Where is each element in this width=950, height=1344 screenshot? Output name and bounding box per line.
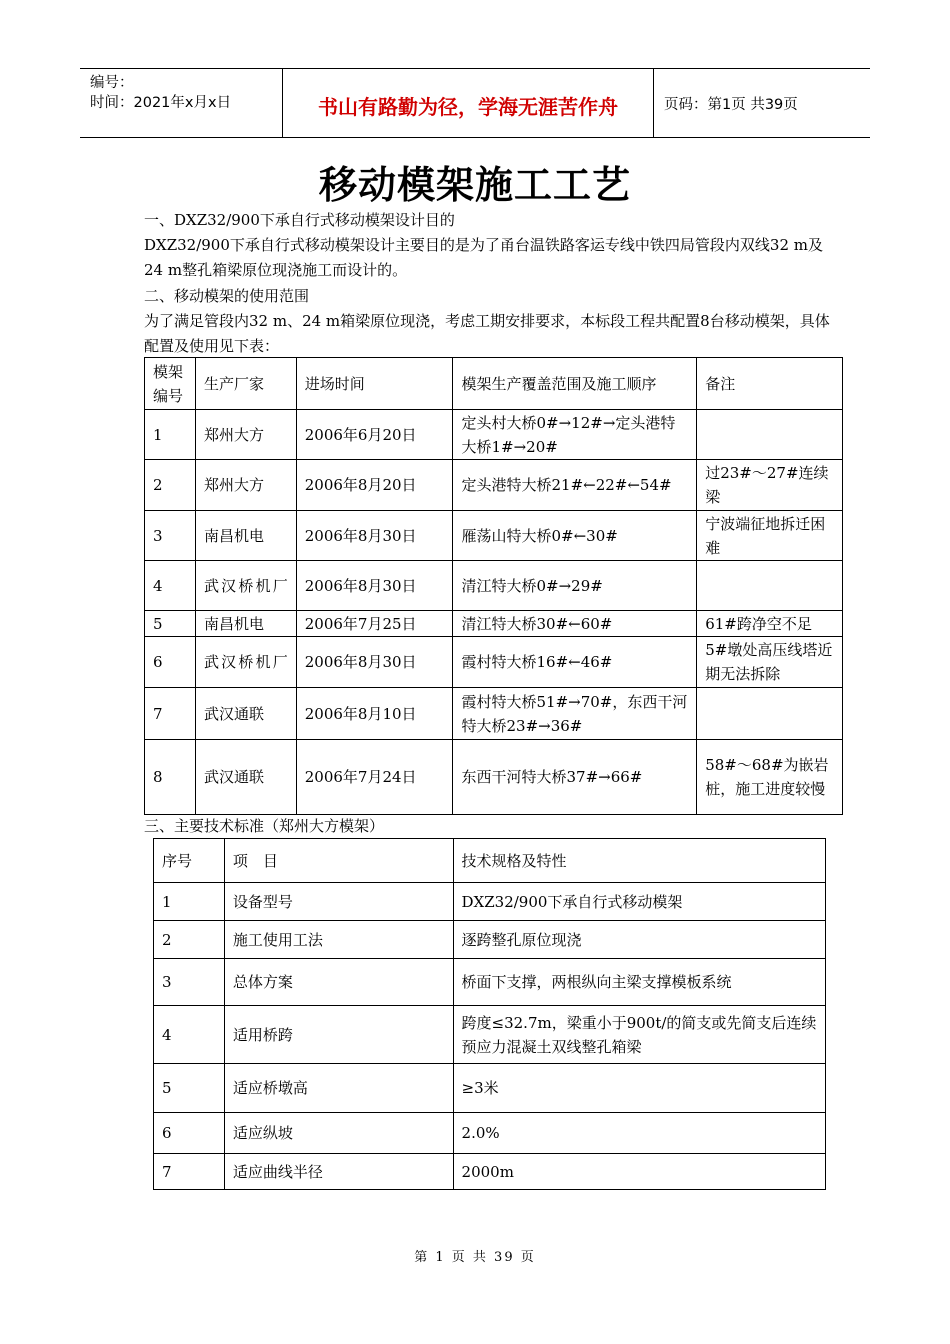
table-cell: 霞村特大桥16#←46# [453,637,697,688]
header-cell: 备注 [697,358,843,410]
header-cell: 模架生产覆盖范围及施工顺序 [453,358,697,410]
table-cell: 南昌机电 [195,511,296,561]
table-row [145,410,843,460]
table-cell: 桥面下支撑，两根纵向主梁支撑模板系统 [453,959,825,1006]
table-row [154,1006,826,1064]
table-cell: 4 [145,561,196,611]
header-cell: 生产厂家 [195,358,296,410]
table-cell: 武汉桥机厂 [195,637,296,688]
header-cell: 项 目 [224,839,453,883]
table-row [154,1113,826,1154]
page-header [80,68,870,138]
document-title: 移动模架施工工艺 [318,162,631,207]
table-row [154,1064,826,1113]
header-cell: 技术规格及特性 [453,839,825,883]
table-cell: 定头村大桥0#→12#→定头港特大桥1#→20# [453,410,697,460]
header-cell: 模架编号 [145,358,196,410]
table-cell: 清江特大桥0#→29# [453,561,697,611]
table-cell: 武汉通联 [195,740,296,815]
table-cell: 3 [154,959,225,1006]
table-cell: 2006年7月24日 [296,740,453,815]
table-cell: 雁荡山特大桥0#←30# [453,511,697,561]
page-footer: 第 1 页 共 39 页 [414,1250,536,1265]
table-cell: 1 [154,883,225,921]
document-time: 时间：2021年x月x日 [90,95,232,111]
table-cell: 跨度≤32.7m，梁重小于900t/的简支或先简支后连续预应力混凝土双线整孔箱梁 [453,1006,825,1064]
table-cell: 东西干河特大桥37#→66# [453,740,697,815]
header-cell: 序号 [154,839,225,883]
table-cell [697,410,843,460]
table-cell: 郑州大方 [195,410,296,460]
table-cell [697,561,843,611]
section-1-heading: 一、DXZ32/900下承自行式移动模架设计目的 [144,211,455,229]
table-cell: 南昌机电 [195,611,296,637]
table-header-row [145,358,843,410]
table-row [145,740,843,815]
table-cell: 清江特大桥30#←60# [453,611,697,637]
table-row [154,921,826,959]
table-cell: 逐跨整孔原位现浇 [453,921,825,959]
table-cell: 适应纵坡 [224,1113,453,1154]
table-cell: ≥3米 [453,1064,825,1113]
section-2-heading: 二、移动模架的使用范围 [144,287,310,305]
table-cell: 施工使用工法 [224,921,453,959]
table-cell: 2006年8月30日 [296,511,453,561]
table-row [154,1154,826,1190]
table-cell: 总体方案 [224,959,453,1006]
table-cell: 7 [154,1154,225,1190]
formwork-config-table [144,357,843,815]
table-cell: 5 [154,1064,225,1113]
header-page-info: 页码：第1页 共39页 [664,96,798,113]
table-row [145,511,843,561]
table-cell: 设备型号 [224,883,453,921]
table-cell: 过23#～27#连续梁 [697,460,843,511]
table-row [145,688,843,740]
table-cell: 6 [145,637,196,688]
table-row [145,611,843,637]
table-cell: 8 [145,740,196,815]
table-cell: 2006年6月20日 [296,410,453,460]
table-header-row [154,839,826,883]
table-cell: 适应桥墩高 [224,1064,453,1113]
table-cell: 2006年8月20日 [296,460,453,511]
table-cell: 2006年8月10日 [296,688,453,740]
table-cell: 宁波端征地拆迁困难 [697,511,843,561]
table-cell: 2000m [453,1154,825,1190]
table-cell: 2.0% [453,1113,825,1154]
table-cell: 7 [145,688,196,740]
table-cell: 适用桥跨 [224,1006,453,1064]
section-1-body: DXZ32/900下承自行式移动模架设计主要目的是为了甬台温铁路客运专线中铁四局管段内双线32 m及24 m整孔箱梁原位现浇施工而设计的。 [144,236,823,279]
table-cell: 3 [145,511,196,561]
table-cell: 2006年8月30日 [296,637,453,688]
table-cell: 58#～68#为嵌岩桩，施工进度较慢 [697,740,843,815]
table-cell: 61#跨净空不足 [697,611,843,637]
table-cell: 武汉通联 [195,688,296,740]
table-cell: 2 [145,460,196,511]
header-motto: 书山有路勤为径，学海无涯苦作舟 [282,69,654,137]
table-row [154,883,826,921]
table-cell: 适应曲线半径 [224,1154,453,1190]
table-cell: 定头港特大桥21#←22#←54# [453,460,697,511]
table-cell: 6 [154,1113,225,1154]
table-cell: 霞村特大桥51#→70#，东西干河特大桥23#→36# [453,688,697,740]
section-2-body: 为了满足管段内32 m、24 m箱梁原位现浇，考虑工期安排要求，本标段工程共配置8台移动模架，具体配置及使用见下表： [144,312,830,355]
table-row [154,959,826,1006]
section-3-heading: 三、主要技术标准（郑州大方模架） [144,817,385,835]
table-cell: DXZ32/900下承自行式移动模架 [453,883,825,921]
table-row [145,637,843,688]
table-cell [697,688,843,740]
table-cell: 2006年7月25日 [296,611,453,637]
header-cell: 进场时间 [296,358,453,410]
table-cell: 郑州大方 [195,460,296,511]
table-cell: 5 [145,611,196,637]
header-meta [80,69,282,137]
technical-standards-table [153,838,826,1190]
table-cell: 2 [154,921,225,959]
table-row [145,460,843,511]
document-number: 编号： [90,75,134,91]
table-cell: 武汉桥机厂 [195,561,296,611]
table-row [145,561,843,611]
table-cell: 2006年8月30日 [296,561,453,611]
table-cell: 1 [145,410,196,460]
table-cell: 5#墩处高压线塔近期无法拆除 [697,637,843,688]
table-cell: 4 [154,1006,225,1064]
